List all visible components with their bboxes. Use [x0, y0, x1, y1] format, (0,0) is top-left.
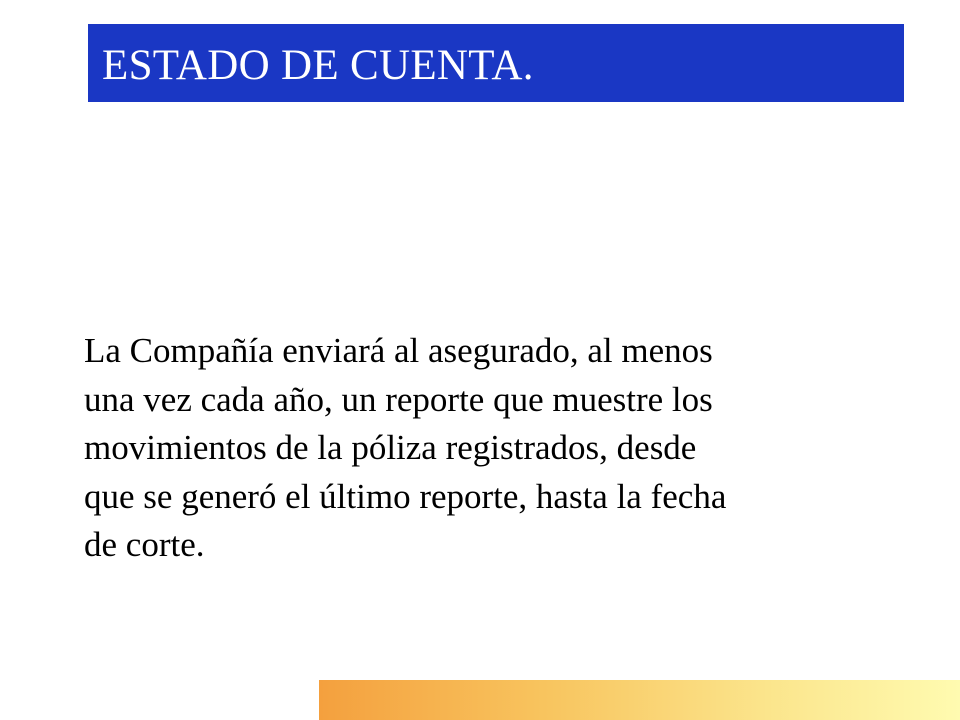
body-line: La Compañía enviará al asegurado, al menos [84, 331, 713, 370]
body-line: una vez cada año, un reporte que muestre los [84, 379, 713, 419]
footer-gradient-bar [319, 680, 960, 720]
body-paragraph [84, 327, 884, 570]
body-line: de corte. [84, 525, 205, 564]
title-bar [88, 24, 904, 102]
body-line: que se generó el último reporte, hasta la fecha [84, 476, 727, 516]
body-line: movimientos de la póliza registrados, desde [84, 428, 697, 467]
slide-title: ESTADO DE CUENTA. [102, 41, 534, 89]
